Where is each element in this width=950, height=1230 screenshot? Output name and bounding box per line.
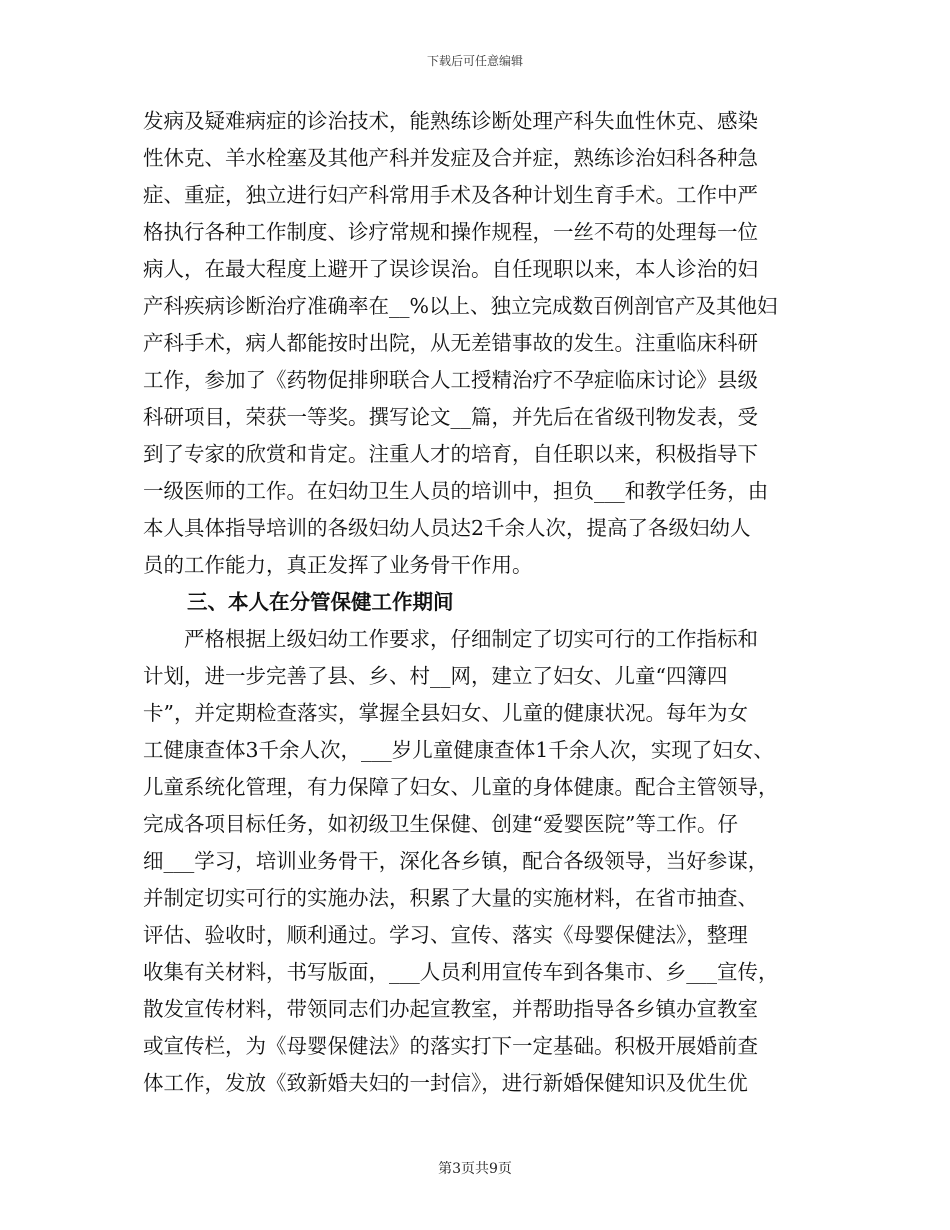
body-line: 并制定切实可行的实施办法，积累了大量的实施材料，在省市抽查、 (143, 886, 758, 910)
body-line: 体工作，发放《致新婚夫妇的一封信》，进行新婚保健知识及优生优 (143, 1071, 748, 1095)
body-line: 到了专家的欣赏和肯定。注重人才的培育，自任职以来，积极指导下 (143, 442, 758, 466)
body-line: 格执行各种工作制度、诊疗常规和操作规程，一丝不苟的处理每一位 (143, 220, 758, 244)
body-line: 计划，进一步完善了县、乡、村__网，建立了妇女、儿童“四簿四 (143, 664, 728, 688)
body-line: 科研项目，荣获一等奖。撰写论文__篇，并先后在省级刊物发表，受 (143, 405, 758, 429)
document-body (143, 103, 843, 1102)
body-line: 员的工作能力，真正发挥了业务骨干作用。 (143, 553, 533, 577)
body-line: 散发宣传材料，带领同志们办起宣教室，并帮助指导各乡镇办宣教室 (143, 997, 758, 1021)
body-line: 工作，参加了《药物促排卵联合人工授精治疗不孕症临床讨论》县级 (143, 368, 758, 392)
page-number-footer: 第3页共9页 (438, 1161, 512, 1177)
body-line: 产科疾病诊断治疗准确率在__%以上、独立完成数百例剖官产及其他妇 (143, 294, 778, 318)
body-line: 完成各项目标任务，如初级卫生保健、创建“爱婴医院”等工作。仔 (143, 812, 738, 836)
body-line: 收集有关材料，书写版面，___人员利用宣传车到各集市、乡___宣传， (143, 960, 779, 984)
section-heading: 三、本人在分管保健工作期间 (187, 590, 454, 614)
body-line: 病人，在最大程度上避开了误诊误治。自任现职以来，本人诊治的妇 (143, 257, 758, 281)
body-line: 本人具体指导培训的各级妇幼人员达2千余人次，提高了各级妇幼人 (143, 516, 751, 540)
body-line: 发病及疑难病症的诊治技术，能熟练诊断处理产科失血性休克、感染 (143, 109, 758, 133)
body-line: 产科手术，病人都能按时出院，从无差错事故的发生。注重临床科研 (143, 331, 758, 355)
body-line: 症、重症，独立进行妇产科常用手术及各种计划生育手术。工作中严 (143, 183, 758, 207)
body-line: 性休克、羊水栓塞及其他产科并发症及合并症，熟练诊治妇科各种急 (143, 146, 758, 170)
body-line: 卡”，并定期检查落实，掌握全县妇女、儿童的健康状况。每年为女 (143, 701, 748, 725)
body-line: 严格根据上级妇幼工作要求，仔细制定了切实可行的工作指标和 (143, 627, 758, 651)
body-line: 一级医师的工作。在妇幼卫生人员的培训中，担负___和教学任务，由 (143, 479, 769, 503)
body-line: 儿童系统化管理，有力保障了妇女、儿童的身体健康。配合主管领导， (143, 775, 779, 799)
body-line: 评估、验收时，顺利通过。学习、宣传、落实《母婴保健法》，整理 (143, 923, 748, 947)
body-line: 或宣传栏，为《母婴保健法》的落实打下一定基础。积极开展婚前查 (143, 1034, 758, 1058)
body-line: 工健康查体3千余人次，___岁儿童健康查体1千余人次，实现了妇女、 (143, 738, 774, 762)
page-header: 下载后可任意编辑 (426, 54, 523, 68)
body-line: 细___学习，培训业务骨干，深化各乡镇，配合各级领导，当好参谋， (143, 849, 769, 873)
